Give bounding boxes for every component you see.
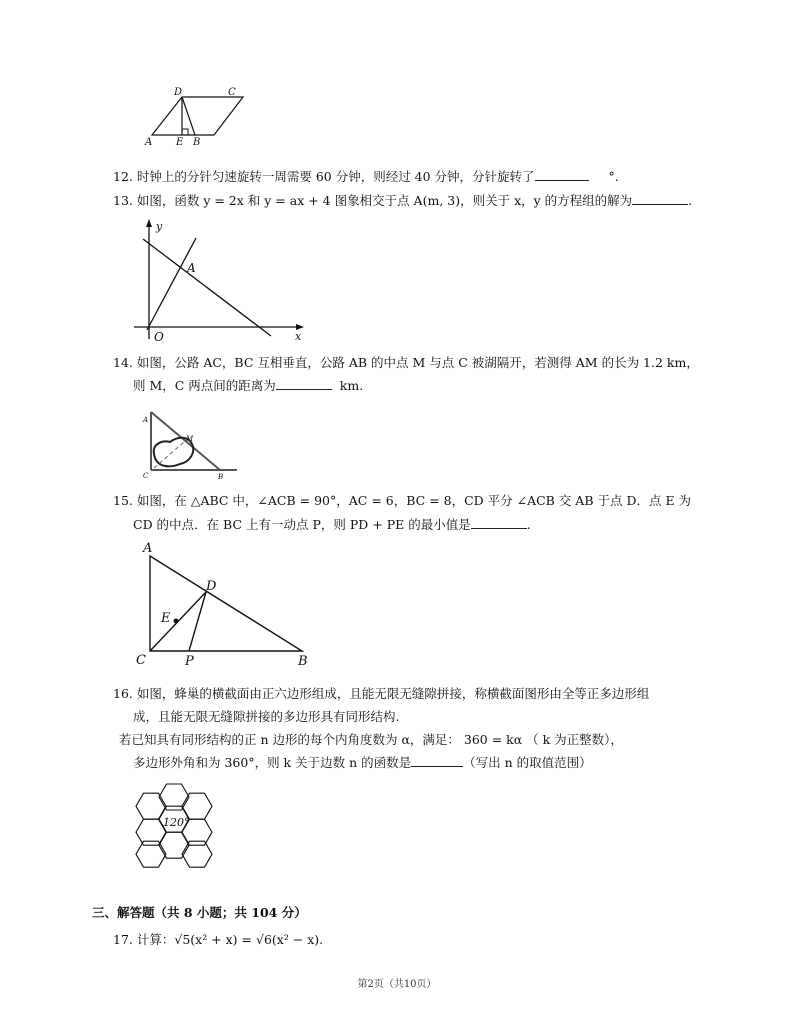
- question-14-line1: [113, 354, 699, 372]
- q14-answer-blank[interactable]: [276, 377, 332, 390]
- label-c: C: [228, 87, 236, 98]
- q15-answer-blank[interactable]: [471, 516, 527, 529]
- question-14-line2: [133, 377, 363, 395]
- q16-line3: 若已知具有同形结构的正 n 边形的每个内角度数为 α，满足： 360 = kα （ k 为正整数），: [119, 732, 623, 747]
- q15-label-e: E: [161, 611, 171, 626]
- q14-unit: km.: [339, 378, 364, 393]
- q16-line4-post: （写出 n 的取值范围）: [463, 755, 592, 770]
- question-16-line2: [133, 708, 399, 726]
- section-3-title: 三、解答题（共 8 小题；共 104 分）: [92, 905, 307, 920]
- point-a-label: A: [187, 261, 196, 275]
- x-axis-label: x: [295, 330, 302, 343]
- q15-label-c: C: [136, 653, 146, 668]
- section-3-heading: [92, 904, 307, 922]
- label-d: D: [174, 87, 183, 98]
- page-number: 第2页（共10页）: [357, 979, 437, 990]
- question-15-line2: [133, 516, 531, 534]
- label-a: A: [145, 137, 153, 148]
- q14-line2-pre: 则 M，C 两点间的距离为: [133, 378, 276, 393]
- q14-label-c: C: [143, 472, 149, 480]
- question-16-line4: [133, 754, 592, 772]
- q17-text: 17. 计算：√5(x² + x) = √6(x² − x).: [113, 932, 324, 947]
- question-17: [113, 931, 323, 949]
- origin-label: O: [154, 330, 164, 344]
- q15-line1: 15. 如图，在 △ABC 中，∠ACB = 90°，AC = 6，BC = 8，CD 平分 ∠ACB 交 AB 于点 D．点 E 为: [113, 493, 692, 508]
- q15-label-p: P: [185, 654, 194, 669]
- q14-line1: 14. 如图，公路 AC，BC 互相垂直，公路 AB 的中点 M 与点 C 被湖隔开，若测得 AM 的长为 1.2 km，: [113, 355, 699, 370]
- q16-answer-blank[interactable]: [411, 754, 463, 767]
- q15-end: .: [526, 517, 531, 532]
- q15-line2-pre: CD 的中点．在 BC 上有一动点 P，则 PD + PE 的最小值是: [133, 517, 471, 532]
- q16-line2: 成，且能无限无缝隙拼接的多边形具有同形结构.: [133, 709, 400, 724]
- q14-label-a: A: [143, 416, 149, 424]
- page-footer: [0, 975, 794, 990]
- label-e: E: [176, 137, 184, 148]
- q12-unit: °.: [608, 169, 619, 184]
- q16-line4-pre: 多边形外角和为 360°，则 k 关于边数 n 的函数是: [133, 755, 412, 770]
- q15-label-a: A: [143, 541, 153, 556]
- q14-label-m: M: [186, 435, 194, 443]
- question-16-line3: [119, 731, 623, 749]
- question-15-line1: [113, 492, 691, 510]
- q15-label-d: D: [206, 579, 217, 594]
- question-12: [113, 168, 619, 186]
- q14-label-b: B: [218, 473, 224, 481]
- q15-triangle-figure: [134, 538, 324, 670]
- q13-graph: [128, 214, 308, 344]
- q13-end: .: [688, 193, 693, 208]
- honeycomb-figure: [128, 784, 223, 868]
- q16-line1: 16. 如图，蜂巢的横截面由正六边形组成，且能无限无缝隙拼接，称横截面图形由全等正多边形组: [113, 686, 650, 701]
- q15-label-b: B: [298, 654, 308, 669]
- label-b: B: [193, 137, 201, 148]
- question-16-line1: [113, 685, 649, 703]
- q12-text: 12. 时钟上的分针匀速旋转一周需要 60 分钟，则经过 40 分钟，分针旋转了: [113, 169, 535, 184]
- angle-label: 120°: [163, 816, 190, 829]
- q12-answer-blank[interactable]: [535, 168, 589, 181]
- question-13: [113, 192, 692, 210]
- parallelogram-figure: [140, 82, 250, 152]
- y-axis-label: y: [156, 220, 163, 233]
- q14-road-figure: [140, 404, 245, 484]
- q13-answer-blank[interactable]: [632, 192, 688, 205]
- q13-text: 13. 如图，函数 y = 2x 和 y = ax + 4 图象相交于点 A(m, 3)，则关于 x，y 的方程组的解为: [113, 193, 633, 208]
